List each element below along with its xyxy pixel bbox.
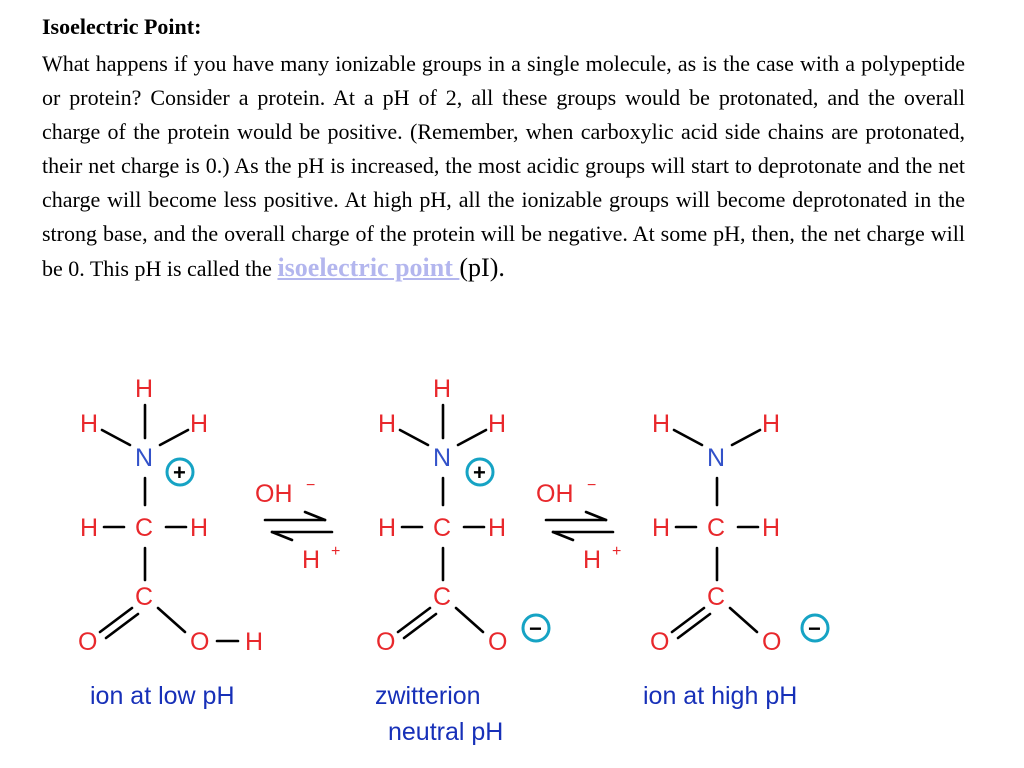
isoelectric-point-link[interactable]: isoelectric point [277, 253, 460, 282]
proton-label: H [302, 546, 321, 574]
atom-h-c-left: H [378, 514, 397, 542]
atom-n: N [433, 444, 452, 472]
atom-c-carboxyl: C [135, 583, 154, 611]
atom-h-c-left: H [80, 514, 99, 542]
plus-charge-sign: + [473, 460, 486, 485]
atom-c-alpha: C [433, 514, 452, 542]
proton-charge: + [331, 543, 341, 560]
atom-c-carboxyl: C [433, 583, 452, 611]
bond [458, 430, 486, 445]
atom-o-double: O [376, 628, 396, 656]
bond [400, 430, 428, 445]
atom-h-left: H [652, 410, 671, 438]
atom-h-c-left: H [652, 514, 671, 542]
molecule-zwitterion [376, 375, 549, 656]
molecule-high-ph [650, 410, 828, 656]
equilibrium-arrow-2 [536, 477, 621, 574]
atom-o-double: O [78, 628, 98, 656]
atom-o-hydroxyl: O [190, 628, 210, 656]
plus-charge-sign: + [173, 460, 186, 485]
hydroxide-charge: − [587, 477, 597, 494]
equilibrium-arrow-1 [255, 477, 340, 574]
atom-c-carboxyl: C [707, 583, 726, 611]
bond [678, 614, 710, 638]
atom-h-right: H [488, 410, 507, 438]
caption-low-ph: ion at low pH [90, 682, 235, 710]
body-paragraph [42, 47, 965, 286]
atom-n: N [707, 444, 726, 472]
atom-h-left: H [378, 410, 397, 438]
hydroxide-label: OH [255, 480, 293, 508]
bond [160, 430, 188, 445]
atom-o-anion: O [488, 628, 508, 656]
page-title: Isoelectric Point: [42, 14, 202, 39]
atom-n: N [135, 444, 154, 472]
bond [106, 614, 138, 638]
minus-charge-sign: − [529, 616, 542, 641]
atom-h-top: H [135, 375, 154, 403]
atom-h-left: H [80, 410, 99, 438]
proton-label: H [583, 546, 602, 574]
amino-acid-diagram [0, 360, 1024, 760]
paragraph-text: What happens if you have many ionizable groups in a single molecule, as is the case with a polypeptide or protein? Consider a protein. At a pH of 2, all these groups would be protonated, and the overall charge of the protein would be positive. (Remember, when carboxylic acid side chains are protonated, their net charge is 0.) As the pH is increased, the most acidic groups will start to deprotonate and the net charge will become less positive. At high pH, all the ionizable groups will become deprotonated in the strong base, and the overall charge of the protein will be negative. At some pH, then, the net charge will be 0. This pH is called the [42, 51, 965, 281]
minus-charge-sign: − [808, 616, 821, 641]
atom-h-hydroxyl: H [245, 628, 264, 656]
bond [404, 614, 436, 638]
proton-charge: + [612, 543, 622, 560]
atom-c-alpha: C [707, 514, 726, 542]
bond [730, 608, 757, 632]
atom-o-double: O [650, 628, 670, 656]
bond [672, 608, 704, 632]
bond [102, 430, 130, 445]
bond [100, 608, 132, 632]
pi-abbreviation: (pI). [459, 253, 505, 282]
hydroxide-charge: − [306, 477, 316, 494]
atom-o-anion: O [762, 628, 782, 656]
bond [398, 608, 430, 632]
atom-c-alpha: C [135, 514, 154, 542]
caption-zwitterion: zwitterion [375, 682, 481, 710]
atom-h-c-right: H [488, 514, 507, 542]
caption-high-ph: ion at high pH [643, 682, 798, 710]
atom-h-c-right: H [762, 514, 781, 542]
bond [158, 608, 185, 632]
bond [732, 430, 760, 445]
molecule-low-ph [78, 375, 263, 656]
caption-neutral-ph: neutral pH [388, 718, 504, 746]
bond [456, 608, 483, 632]
atom-h-c-right: H [190, 514, 209, 542]
atom-h-right: H [762, 410, 781, 438]
bond [674, 430, 702, 445]
hydroxide-label: OH [536, 480, 574, 508]
atom-h-top: H [433, 375, 452, 403]
atom-h-right: H [190, 410, 209, 438]
